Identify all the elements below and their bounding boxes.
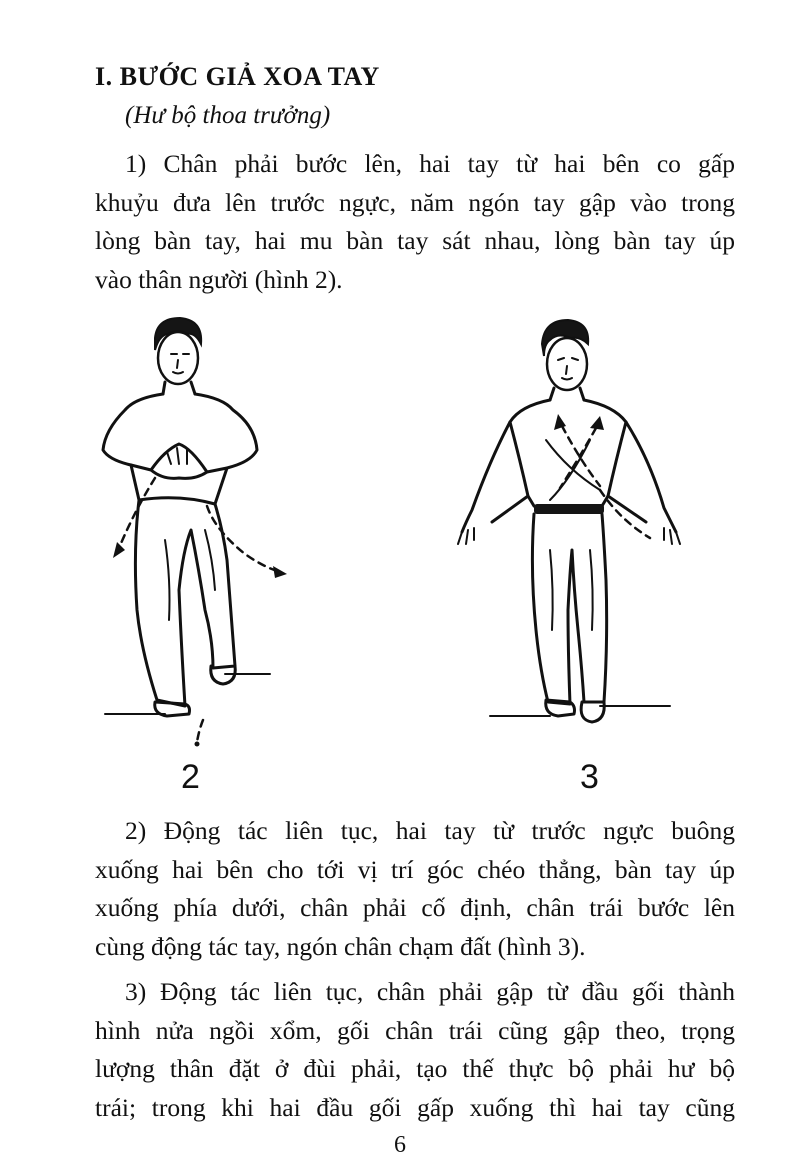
paragraph-line: lượng thân đặt ở đùi phải, tạo thế thực bộ phải hư bộ: [95, 1054, 735, 1083]
paragraph-line: lòng bàn tay, hai mu bàn tay sát nhau, lòng bàn tay úp: [95, 226, 735, 255]
section-heading: I. BƯỚC GIẢ XOA TAY: [95, 62, 380, 91]
paragraph-step-1: [95, 145, 735, 299]
figure-2-illustration: [95, 310, 295, 750]
paragraph-line: khuỷu đưa lên trước ngực, năm ngón tay gập vào trong: [95, 187, 735, 217]
paragraph-line: 3) Động tác liên tục, chân phải gập từ đầu gối thành: [125, 977, 735, 1006]
paragraph-line: vào thân người (hình 2).: [95, 264, 343, 294]
paragraph-step-3: [95, 973, 735, 1127]
figure-2-label: 2: [181, 758, 200, 796]
figure-3-label: 3: [580, 758, 599, 796]
paragraph-step-2: [95, 812, 735, 966]
page-number: 6: [394, 1132, 406, 1158]
section-subheading: (Hư bộ thoa trưởng): [125, 102, 331, 129]
martial-artist-arms-lowered-icon: [450, 310, 690, 750]
paragraph-line: xuống phía dưới, chân phải cố định, chân trái bước lên: [95, 893, 735, 922]
paragraph-line: trái; trong khi hai đầu gối gấp xuống thì hai tay cũng: [95, 1092, 735, 1122]
paragraph-line: cùng động tác tay, ngón chân chạm đất (hình 3).: [95, 931, 586, 961]
figure-3-illustration: [450, 310, 690, 750]
martial-artist-hands-at-chest-icon: [95, 310, 295, 750]
paragraph-line: hình nửa ngồi xổm, gối chân trái cũng gập theo, trọng: [95, 1015, 735, 1045]
paragraph-line: 1) Chân phải bước lên, hai tay từ hai bên co gấp: [125, 149, 735, 178]
paragraph-line: 2) Động tác liên tục, hai tay từ trước ngực buông: [125, 816, 735, 845]
paragraph-line: xuống hai bên cho tới vị trí góc chéo thẳng, bàn tay úp: [95, 854, 735, 884]
